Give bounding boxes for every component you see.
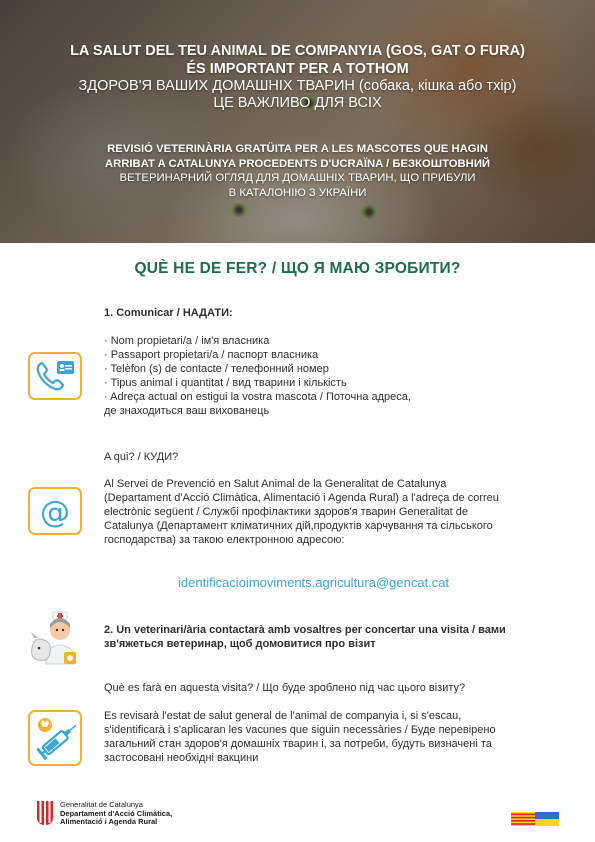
step1-heading: 1. Comunicar / НАДАТИ: bbox=[104, 307, 233, 319]
title-ca-line2: ÉS IMPORTANT PER A TOTHOM bbox=[186, 61, 409, 77]
catalonia-ukraine-flags bbox=[511, 812, 559, 826]
header-subtitle bbox=[0, 142, 595, 200]
title-uk-line2: ЦЕ ВАЖЛИВО ДЛЯ ВСІХ bbox=[213, 95, 382, 111]
visit-line: s'identificarà i s'aplicaran les vacunes que siguin necessàries / Буде перевірено bbox=[104, 724, 496, 736]
subtitle-line1: REVISIÓ VETERINÀRIA GRATÜITA PER A LES MASCOTES QUE HAGIN bbox=[107, 143, 488, 155]
visit-paragraph bbox=[104, 709, 560, 765]
phone-contact-icon bbox=[28, 352, 82, 400]
subtitle-line4: В КАТАЛОНІЮ З УКРАЇНИ bbox=[228, 186, 367, 199]
subtitle-line3: ВЕТЕРИНАРНИЙ ОГЛЯД ДЛЯ ДОМАШНІХ ТВАРИН, ЩО ПРИБУЛИ bbox=[119, 172, 476, 184]
who-paragraph bbox=[104, 477, 560, 547]
step2-line2: зв'яжеться ветеринар, щоб домовитися про візит bbox=[104, 638, 376, 650]
footer-org bbox=[60, 801, 172, 827]
list-item-phone: · Telèfon (s) de contacte / телефонний номер bbox=[104, 363, 329, 375]
visit-line: загальний стан здоров'я домашніх тварин і, за потреби, будуть визначені та bbox=[104, 738, 492, 750]
contact-email-link[interactable]: identificacioimoviments.agricultura@gencat.cat bbox=[178, 575, 450, 590]
ukraine-flag bbox=[535, 812, 559, 826]
step1-list bbox=[104, 334, 560, 418]
subtitle-line2: ARRIBAT A CATALUNYA PROCEDENTS D'UCRAÏNA / БЕЗКОШТОВНИЙ bbox=[104, 157, 491, 170]
title-ca-line1: LA SALUT DEL TEU ANIMAL DE COMPANYIA (GOS, GAT O FURA) bbox=[70, 43, 525, 59]
visit-line: застосовані необхідні вакцини bbox=[104, 752, 259, 764]
who-line: Al Servei de Prevenció en Salut Animal de la Generalitat de Catalunya bbox=[104, 478, 447, 490]
who-heading: A qui? / КУДИ? bbox=[104, 451, 179, 463]
who-line: electrònic següent / Службі профілактики здоров'я тварин Generalitat de bbox=[104, 506, 468, 518]
list-item-owner-name: · Nom propietari/a / ім'я власника bbox=[104, 335, 270, 347]
veterinarian-icon bbox=[24, 608, 84, 668]
photo-overlay bbox=[0, 0, 595, 243]
list-item-address-cont: де знаходиться ваш вихованець bbox=[104, 405, 270, 417]
header-title bbox=[0, 42, 595, 112]
svg-text:@: @ bbox=[40, 495, 70, 530]
title-uk-line1: ЗДОРОВ'Я ВАШИХ ДОМАШНІХ ТВАРИН (собака, кішка або тхір) bbox=[78, 78, 517, 94]
org-line3: Alimentació i Agenda Rural bbox=[60, 817, 158, 827]
section-title: QUÈ HE DE FER? / ЩО Я МАЮ ЗРОБИТИ? bbox=[134, 260, 461, 277]
who-line: господарства) за такою електронною адресою: bbox=[104, 534, 345, 546]
header-photo bbox=[0, 0, 595, 243]
step2-text bbox=[104, 623, 560, 651]
step2-line1: 2. Un veterinari/ària contactarà amb vosaltres per concertar una visita / вами bbox=[104, 624, 506, 636]
catalonia-flag bbox=[511, 812, 535, 826]
visit-question: Què es farà en aquesta visita? / Що буде зроблено під час цього візиту? bbox=[104, 682, 466, 694]
syringe-icon bbox=[28, 710, 82, 766]
list-item-address: · Adreça actual on estigui la vostra mascota / Поточна адреса, bbox=[104, 391, 411, 403]
who-line: Catalunya (Департамент кліматичних дій,продуктів харчування та сільського bbox=[104, 520, 493, 532]
who-line: (Departament d'Acció Climàtica, Alimentació i Agenda Rural) a l'adreça de correu bbox=[104, 492, 499, 504]
visit-line: Es revisarà l'estat de salut general de l'animal de companyia i, si s'escau, bbox=[104, 710, 462, 722]
list-item-passport: · Passaport propietari/a / паспорт власника bbox=[104, 349, 319, 361]
at-sign-icon bbox=[28, 487, 82, 535]
list-item-animal-type: · Tipus animal i quantitat / вид тварини і кількість bbox=[104, 377, 347, 389]
org-line2: Departament d'Acció Climàtica, bbox=[60, 808, 173, 818]
generalitat-logo bbox=[37, 801, 53, 825]
org-line1: Generalitat de Catalunya bbox=[60, 800, 143, 809]
